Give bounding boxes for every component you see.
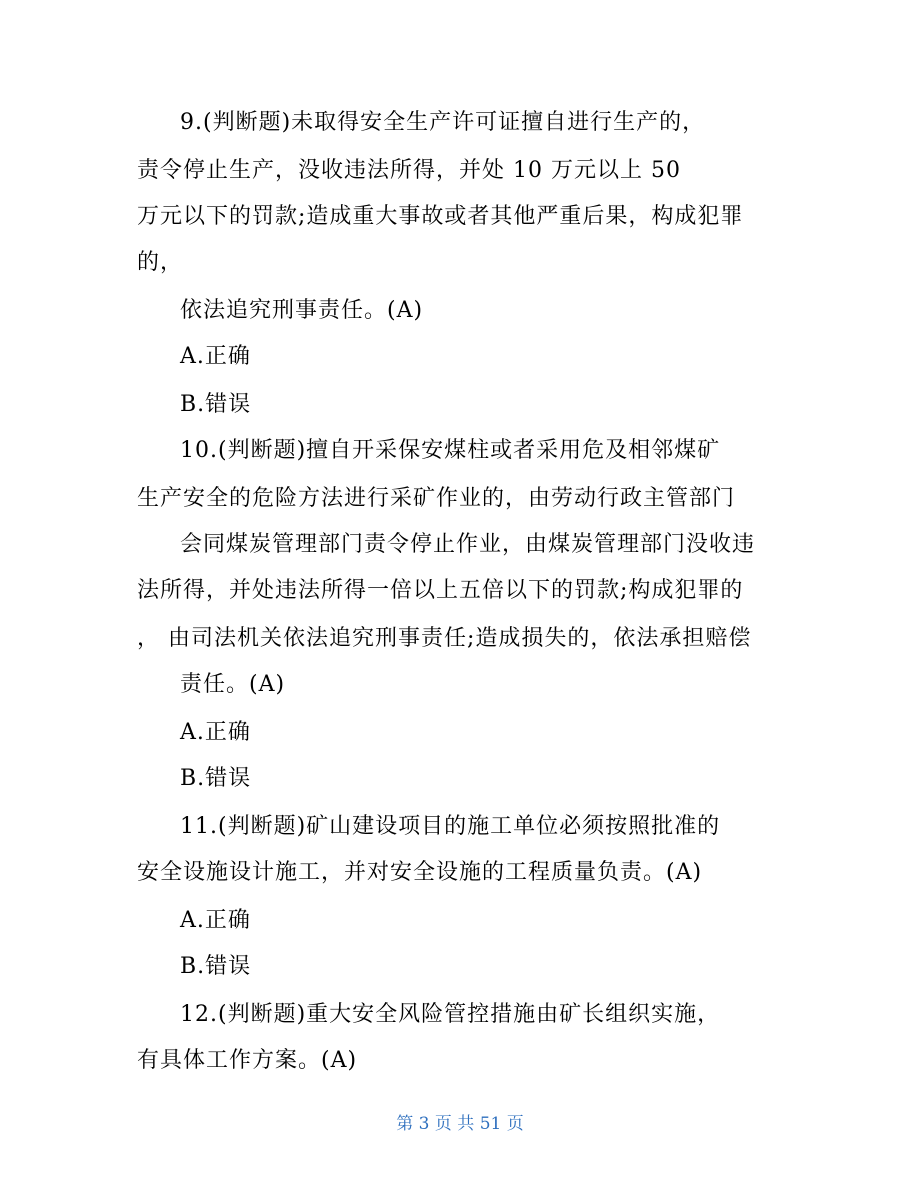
question-9-line-2: 责令停止生产，没收违法所得，并处 10 万元以上 50 (137, 158, 681, 183)
question-9-option-a: A.正确 (180, 344, 251, 369)
question-10-line-5: ， 由司法机关依法追究刑事责任;造成损失的，依法承担赔偿 (137, 626, 752, 651)
question-10-option-a: A.正确 (180, 720, 251, 745)
question-11-option-a: A.正确 (180, 908, 251, 933)
page-number-footer: 第 3 页 共 51 页 (396, 1114, 524, 1134)
question-10-option-b: B.错误 (180, 766, 252, 791)
question-9-line-1: 9.(判断题)未取得安全生产许可证擅自进行生产的， (180, 110, 706, 135)
question-11-option-b: B.错误 (180, 954, 252, 979)
question-12-line-1: 12.(判断题)重大安全风险管控措施由矿长组织实施， (180, 1002, 721, 1027)
question-12-line-2: 有具体工作方案。(A) (137, 1048, 358, 1073)
question-11-line-2: 安全设施设计施工，并对安全设施的工程质量负责。(A) (137, 860, 703, 885)
question-10-line-4: 法所得，并处违法所得一倍以上五倍以下的罚款;构成犯罪的 (137, 578, 744, 603)
question-9-line-4: 的， (137, 250, 184, 275)
question-9-line-5: 依法追究刑事责任。(A) (180, 298, 424, 323)
question-9-option-b: B.错误 (180, 392, 252, 417)
question-9-line-3: 万元以下的罚款;造成重大事故或者其他严重后果，构成犯罪 (137, 204, 744, 229)
question-10-line-6: 责任。(A) (180, 672, 286, 697)
question-11-line-1: 11.(判断题)矿山建设项目的施工单位必须按照批准的 (180, 814, 721, 839)
question-10-line-2: 生产安全的危险方法进行采矿作业的，由劳动行政主管部门 (137, 486, 736, 511)
question-10-line-1: 10.(判断题)擅自开采保安煤柱或者采用危及相邻煤矿 (180, 438, 721, 463)
question-10-line-3: 会同煤炭管理部门责令停止作业，由煤炭管理部门没收违 (180, 532, 756, 557)
